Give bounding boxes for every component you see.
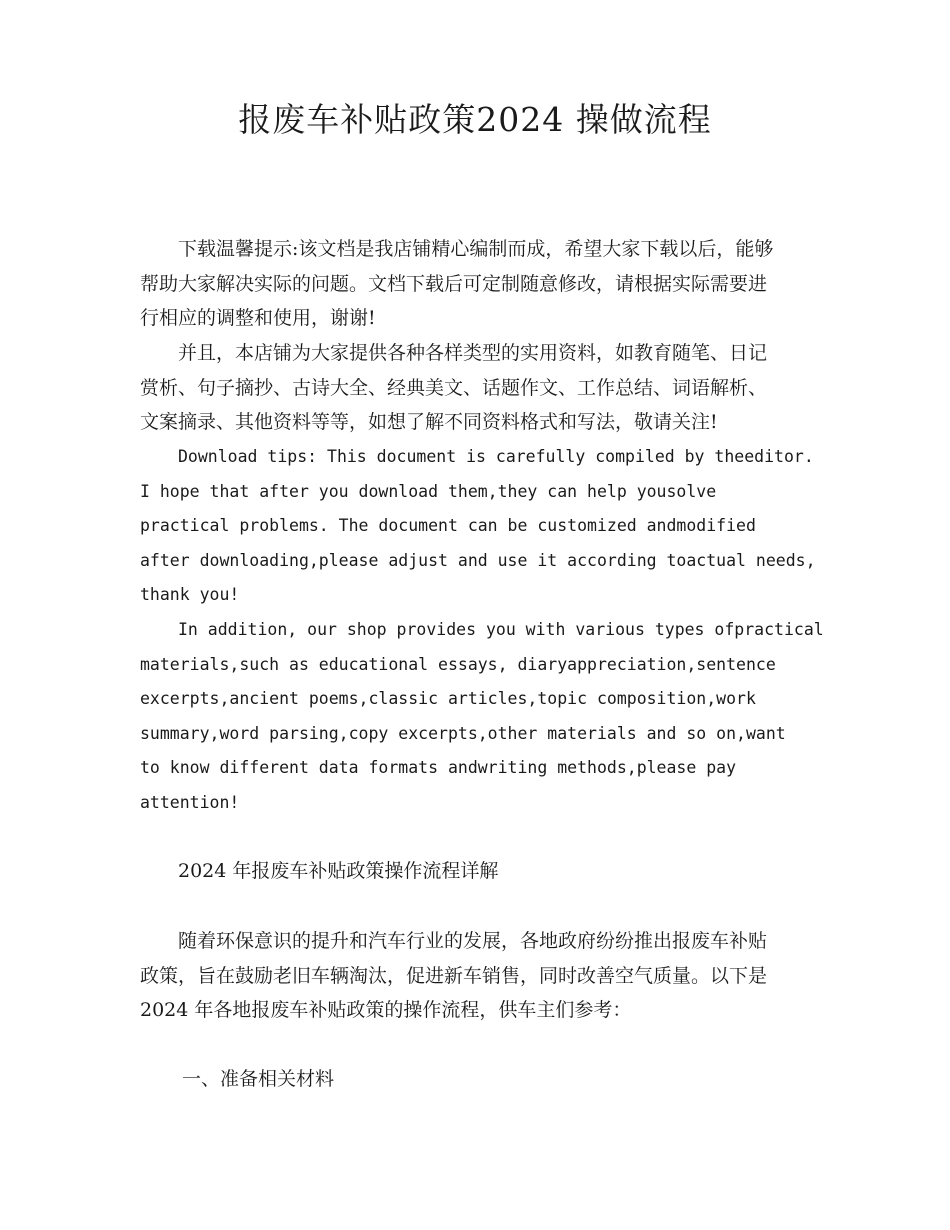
text-line: 并且，本店铺为大家提供各种各样类型的实用资料，如教育随笔、日记 <box>178 342 768 364</box>
text-line: 下载温馨提示:该文档是我店铺精心编制而成，希望大家下载以后，能够 <box>178 238 774 260</box>
text-line: Download tips: This document is carefully compiled by theeditor. <box>178 447 814 466</box>
text-line: 随着环保意识的提升和汽车行业的发展，各地政府纷纷推出报废车补贴 <box>178 930 768 952</box>
text-line: after downloading,please adjust and use it according toactual needs, <box>140 550 816 570</box>
document-title: 报废车补贴政策2024 操做流程 <box>238 100 712 139</box>
text-line: In addition, our shop provides you with various types ofpractical <box>178 620 824 639</box>
section-heading-1: 一、准备相关材料 <box>182 1068 335 1090</box>
text-line: summary,word parsing,copy excerpts,other materials and so on,want <box>140 723 786 743</box>
text-line: excerpts,ancient poems,classic articles,topic composition,work <box>140 689 756 709</box>
text-line: practical problems. The document can be customized andmodified <box>140 516 756 536</box>
text-line: 政策，旨在鼓励老旧车辆淘汰，促进新车销售，同时改善空气质量。以下是 <box>140 964 768 987</box>
text-line: thank you! <box>140 585 240 605</box>
text-line: 2024 年各地报废车补贴政策的操作流程，供车主们参考： <box>140 999 632 1022</box>
shop-notice-en <box>140 613 840 821</box>
text-line: materials,such as educational essays, diaryappreciation,sentence <box>140 654 776 674</box>
text-line: to know different data formats andwriting methods,please pay <box>140 758 737 778</box>
shop-notice-cn <box>140 336 840 440</box>
intro-paragraph <box>140 924 840 1028</box>
text-line: 帮助大家解决实际的问题。文档下载后可定制随意修改，请根据实际需要进 <box>140 272 768 295</box>
text-line: 行相应的调整和使用，谢谢! <box>140 307 376 330</box>
text-line: attention! <box>140 792 240 812</box>
download-notice-cn <box>140 232 840 336</box>
download-notice-en <box>140 440 840 613</box>
text-line: 赏析、句子摘抄、古诗大全、经典美文、话题作文、工作总结、词语解析、 <box>140 376 768 399</box>
article-subtitle: 2024 年报废车补贴政策操作流程详解 <box>178 860 499 882</box>
text-line: 文案摘录、其他资料等等，如想了解不同资料格式和写法，敬请关注! <box>140 411 718 434</box>
text-line: I hope that after you download them,they can help yousolve <box>140 481 717 501</box>
